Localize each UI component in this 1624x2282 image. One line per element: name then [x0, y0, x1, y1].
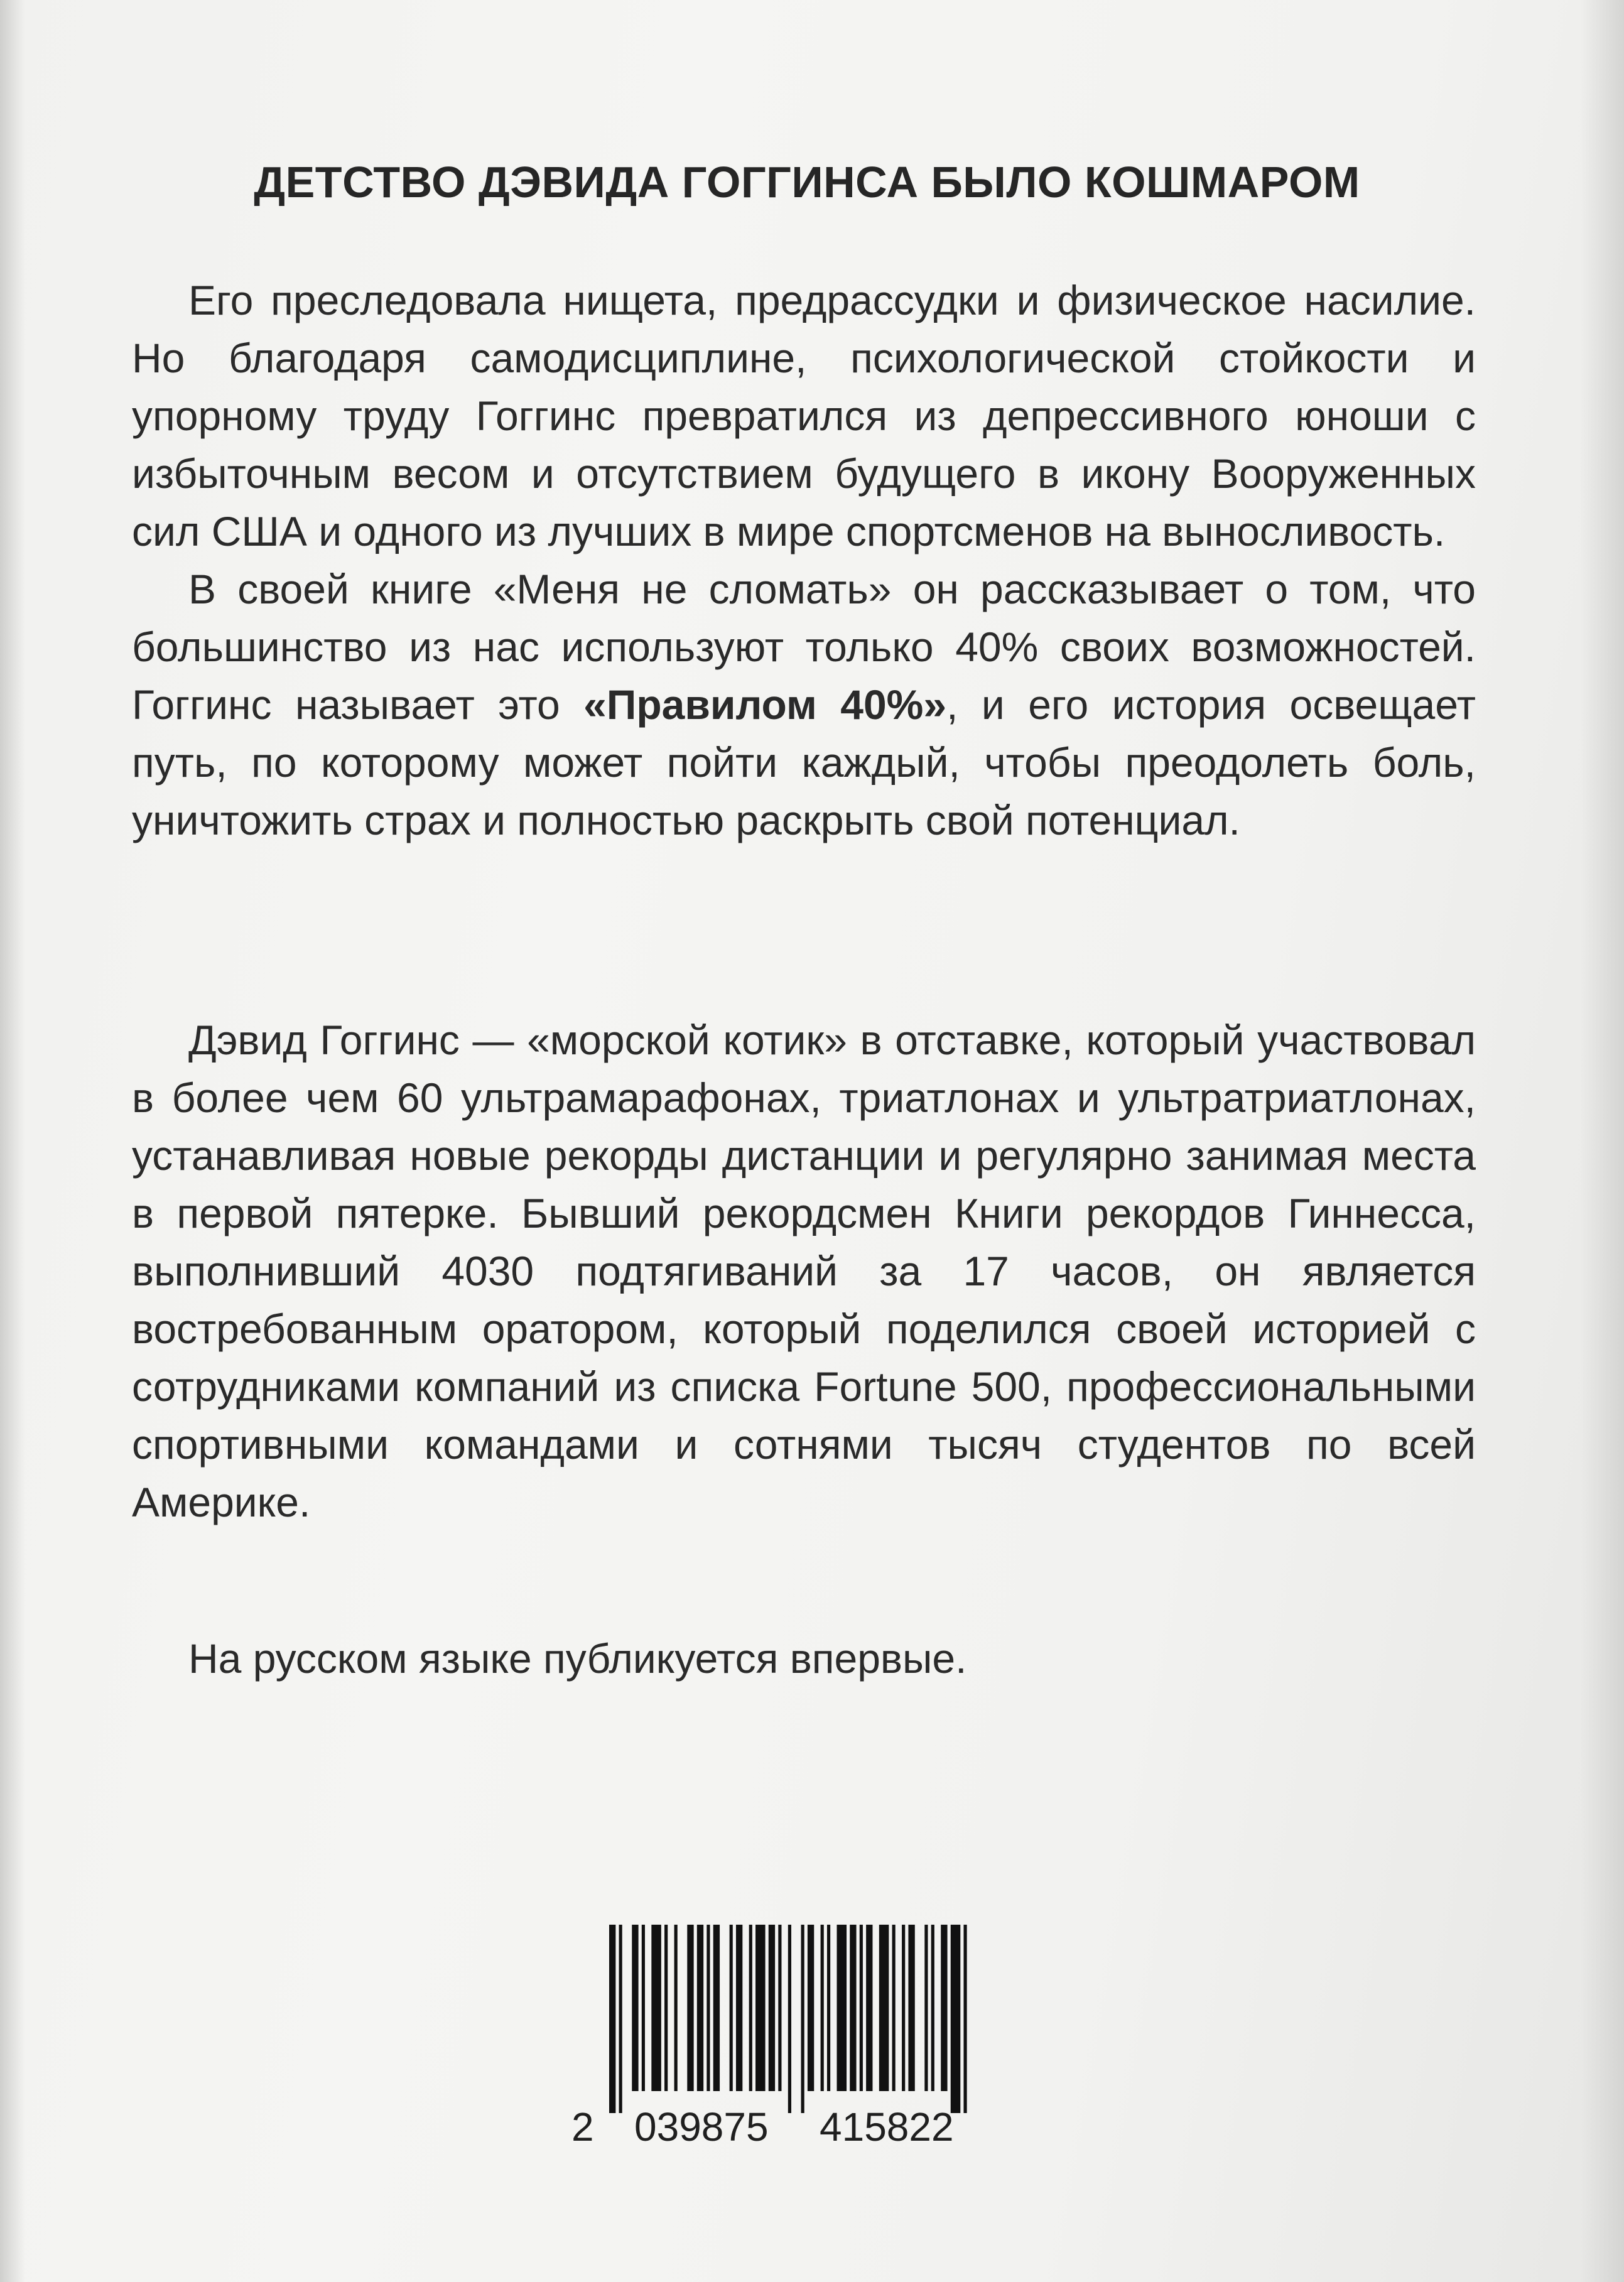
barcode-bar	[755, 1925, 766, 2091]
barcode-bar	[879, 1925, 889, 2091]
barcode-bar	[619, 1925, 622, 2113]
intro-paragraph-2	[132, 560, 1476, 849]
barcode-right-digits: 415822	[820, 2104, 954, 2150]
barcode-bar	[924, 1925, 928, 2091]
barcode-bar	[951, 1925, 961, 2113]
barcode-bar	[651, 1925, 661, 2091]
barcode-bar	[850, 1925, 856, 2091]
author-bio-block	[132, 1011, 1476, 1531]
edge-shadow	[1580, 0, 1624, 2282]
barcode-bar	[674, 1925, 678, 2091]
barcode-bar	[749, 1925, 752, 2091]
barcode-bar	[713, 1925, 720, 2091]
barcode-bar	[736, 1925, 742, 2091]
spine-shadow	[0, 0, 25, 2282]
barcode-first-digit: 2	[571, 2104, 594, 2150]
rule-40-emphasis: «Правилом 40%»	[583, 681, 947, 728]
barcode-bar	[778, 1925, 781, 2091]
barcode-bar	[941, 1925, 947, 2091]
intro-paragraph-2-start: В своей книге «Меня не сломать» он рассказывает о том, что большинство из нас используют только 40% своих возможностей. Гоггинс называет это	[132, 566, 1476, 728]
barcode	[565, 1925, 1024, 2151]
barcode-left-digits: 039875	[634, 2104, 769, 2150]
barcode-bar	[931, 1925, 934, 2091]
barcode-bar	[687, 1925, 693, 2091]
author-bio-paragraph: Дэвид Гоггинс — «морской котик» в отставке, который участвовал в более чем 60 ультрамарафонах, триатлонах и ультратриатлонах, устанавливая новые рекорды дистанции и регулярно занимая места в первой пятерке. Бывший рекордсмен Книги рекордов Гиннесса, выполнивший 4030 подтягиваний за 17 часов, он является востребованным оратором, который поделился своей историей с сотрудниками компаний из списка Fortune 500, профессиональными спортивными командами и сотнями тысяч студентов по всей Америке.	[132, 1017, 1476, 1525]
barcode-bar	[837, 1925, 847, 2091]
barcode-bar	[632, 1925, 638, 2091]
barcode-bar	[963, 1925, 966, 2113]
publication-note: На русском языке публикуется впервые.	[188, 1635, 967, 1682]
publication-note-block	[132, 1630, 1476, 1687]
cover-heading: ДЕТСТВО ДЭВИДА ГОГГИНСА БЫЛО КОШМАРОМ	[254, 158, 1360, 207]
intro-paragraph-2-end: , и его история освещает путь, по которому может пойти каждый, чтобы преодолеть боль, уничтожить страх и полностью раскрыть свой потенциал.	[132, 681, 1476, 843]
barcode-bar	[697, 1925, 703, 2091]
barcode-bar	[902, 1925, 905, 2091]
barcode-bar	[866, 1925, 872, 2091]
barcode-bar	[821, 1925, 824, 2091]
barcode-bar	[609, 1925, 615, 2113]
intro-paragraph-1: Его преследовала нищета, предрассудки и физическое насилие. Но благодаря самодисциплине, психологической стойкости и упорному труду Гоггинс превратился из депрессивного юноши с избыточным весом и отсутствием будущего в икону Вооруженных сил США и одного из лучших в мире спортсменов на выносливость.	[132, 277, 1476, 554]
barcode-bar	[769, 1925, 775, 2091]
barcode-bar	[730, 1925, 733, 2091]
barcode-bar	[892, 1925, 896, 2091]
barcode-bar	[908, 1925, 914, 2091]
intro-block	[132, 271, 1476, 849]
barcode-bar	[808, 1925, 814, 2091]
barcode-bar	[664, 1925, 668, 2091]
barcode-bar	[860, 1925, 863, 2091]
barcode-bar	[788, 1925, 791, 2113]
barcode-bar	[642, 1925, 645, 2091]
barcode-bar	[706, 1925, 710, 2091]
barcode-bars	[609, 1925, 973, 2113]
barcode-bar	[827, 1925, 830, 2091]
barcode-bar	[801, 1925, 804, 2113]
